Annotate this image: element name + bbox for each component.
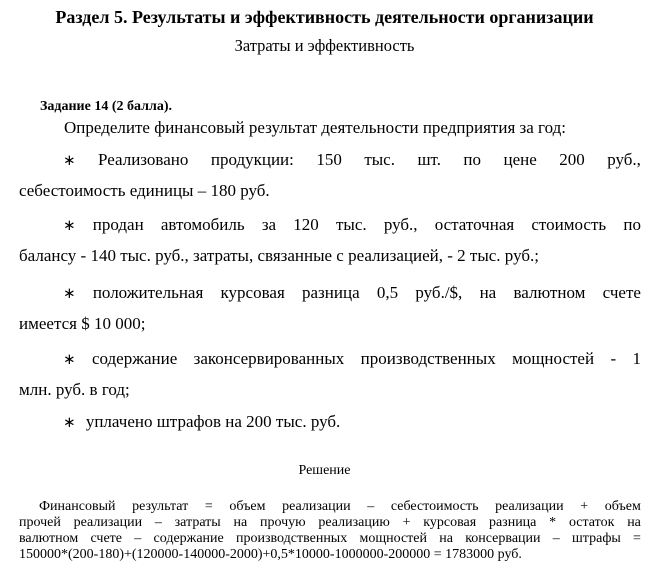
task-item-line [19, 215, 641, 235]
word: по [463, 150, 482, 169]
word: – [154, 515, 162, 530]
task-item-line [19, 412, 641, 432]
word: за [261, 215, 277, 234]
word: курсовая [220, 283, 285, 302]
word: стоимость [531, 215, 607, 234]
task-item [19, 150, 641, 201]
solution-text [19, 499, 641, 563]
word: реализации [495, 499, 564, 514]
word: + [402, 515, 411, 530]
word: тыс. [335, 215, 367, 234]
word: реализации [282, 499, 351, 514]
word: мощностей [359, 531, 427, 546]
word: – [367, 499, 375, 514]
word: руб., [607, 150, 641, 169]
word: разница [302, 283, 360, 302]
word: Реализовано [98, 150, 189, 169]
word: счете [90, 531, 123, 546]
word: - [610, 349, 617, 368]
word: шт. [417, 150, 441, 169]
word: = [633, 531, 641, 546]
word: объем [229, 499, 266, 514]
word: автомобиль [160, 215, 245, 234]
word: валютном [513, 283, 586, 302]
word: себестоимость [390, 499, 479, 514]
word: остаточная [434, 215, 515, 234]
task-item-continuation: себестоимость единицы – 180 руб. [19, 181, 270, 200]
task-item [19, 412, 641, 432]
word: 1 [632, 349, 641, 368]
word: счете [602, 283, 641, 302]
task-item-line [19, 283, 641, 303]
task-item-continuation: балансу - 140 тыс. руб., затраты, связанные с реализацией, - 2 тыс. руб.; [19, 246, 539, 265]
word: курсовая [423, 515, 477, 530]
solution-line [19, 515, 641, 531]
word: продукции: [210, 150, 294, 169]
word: реализацию [318, 515, 390, 530]
word: * [549, 515, 557, 530]
word: положительная [92, 283, 204, 302]
word: содержание [153, 531, 224, 546]
section-title: Раздел 5. Результаты и эффективность деятельности организации [55, 7, 594, 27]
word: + [580, 499, 589, 514]
solution-line [19, 499, 641, 515]
word: производственных [236, 531, 348, 546]
word: руб., [383, 215, 418, 234]
task-item-line [19, 349, 641, 369]
word: объем [604, 499, 641, 514]
word: консервации [465, 531, 541, 546]
bullet-icon: ∗ [63, 413, 76, 431]
word: тыс. [364, 150, 395, 169]
word: = [204, 499, 213, 514]
task-item-continuation: имеется $ 10 000; [19, 314, 146, 333]
task-intro: Определите финансовый результат деятельности предприятия за год: [64, 118, 566, 137]
bullet-icon: ∗ [63, 216, 76, 234]
word: прочей [19, 515, 61, 530]
solution-line [19, 531, 641, 547]
word: цене [503, 150, 537, 169]
solution-line [19, 547, 641, 563]
solution-title: Решение [298, 463, 351, 478]
task-item-line [19, 150, 641, 170]
word: валютном [19, 531, 79, 546]
bullet-icon: ∗ [63, 350, 76, 368]
word: производственных [360, 349, 496, 368]
task-item [19, 283, 641, 334]
word: на [439, 531, 453, 546]
bullet-icon: ∗ [63, 151, 76, 169]
word: на [627, 515, 641, 530]
task-item [19, 215, 641, 266]
word: – [552, 531, 560, 546]
word: реализации [73, 515, 143, 530]
word: 150000*(200-180)+(120000-140000-2000)+0,5*10000-1000000-200000 = 1783000 руб. [19, 547, 522, 562]
word: мощностей [512, 349, 595, 368]
bullet-icon: ∗ [63, 284, 76, 302]
word: – [134, 531, 142, 546]
word: 0,5 [376, 283, 399, 302]
word: штрафы [572, 531, 621, 546]
task-item [19, 349, 641, 400]
section-subtitle: Затраты и эффективность [234, 36, 415, 55]
word: результат [132, 499, 189, 514]
word: 200 [559, 150, 585, 169]
word: продан [92, 215, 144, 234]
word: разница [488, 515, 537, 530]
word: уплачено штрафов на 200 тыс. руб. [85, 412, 341, 431]
word: затраты [174, 515, 221, 530]
word: 150 [316, 150, 342, 169]
word: по [623, 215, 641, 234]
word: руб./$, [415, 283, 463, 302]
word: законсервированных [193, 349, 345, 368]
word: Финансовый [39, 499, 116, 514]
task-item-continuation: млн. руб. в год; [19, 380, 130, 399]
word: на [233, 515, 248, 530]
word: 120 [293, 215, 319, 234]
word: на [479, 283, 497, 302]
word: прочую [259, 515, 306, 530]
word: содержание [91, 349, 178, 368]
word: остаток [568, 515, 615, 530]
task-title: Задание 14 (2 балла). [40, 99, 172, 114]
